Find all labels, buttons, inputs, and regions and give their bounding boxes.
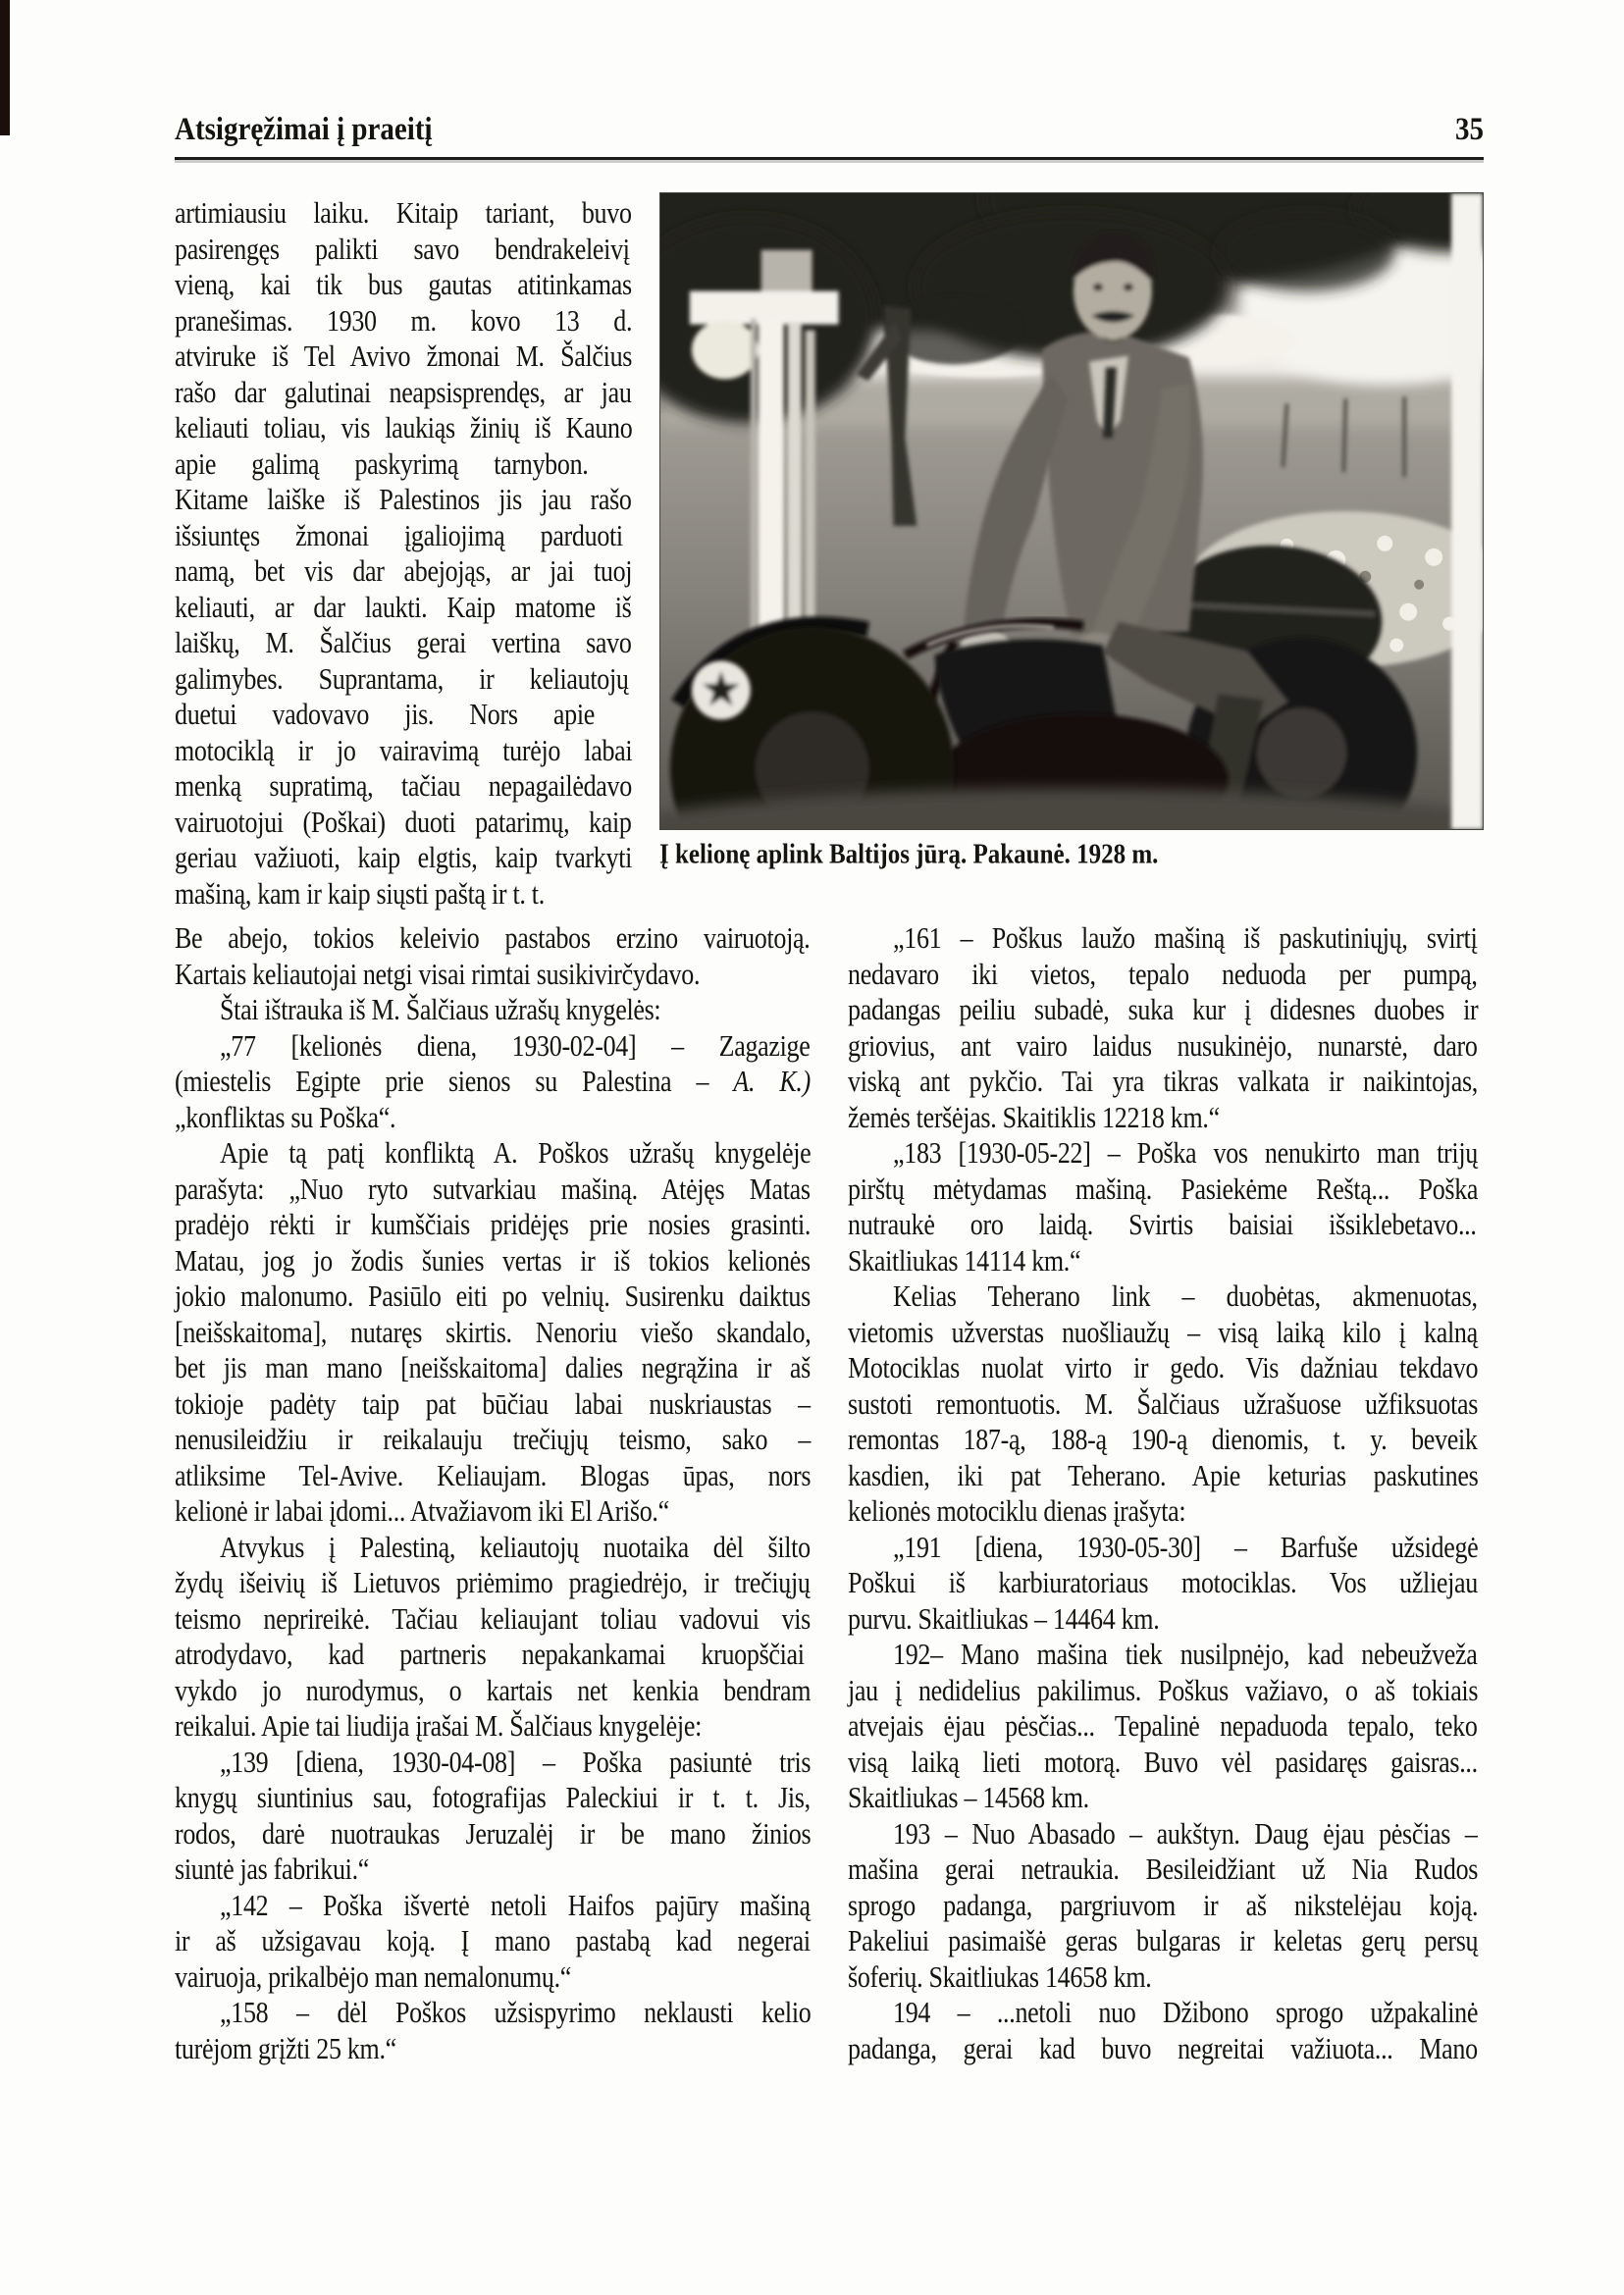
text-line-content: vietomis užverstas nuošliaužų – visą laiką kilo į kalną bbox=[848, 1315, 1478, 1349]
text-line-content: „161 – Poškus laužo mašiną iš paskutiniųjų, svirtį bbox=[893, 921, 1478, 955]
text-line-content: „konfliktas su Poška“. bbox=[175, 1100, 396, 1134]
text-line-content: namą, bet vis dar abejojąs, ar jai tuoj bbox=[175, 554, 633, 588]
text-line-content: Kartais keliautojai netgi visai rimtai susikivirčydavo. bbox=[175, 957, 701, 991]
text-line-content: pirštų mėtydamas mašiną. Pasiekėme Reštą... Poška bbox=[848, 1172, 1479, 1206]
text-line-content: žydų išeivių iš Lietuvos priėmimo pragiedrėjo, ir trečiųjų bbox=[175, 1566, 811, 1599]
text-line-content: pradėjo rėkti ir kumščiais pridėjęs prie nosies grasinti. bbox=[175, 1208, 812, 1241]
text-line-content: geriau važiuoti, kaip elgtis, kaip tvarkyti bbox=[175, 841, 633, 874]
photo-caption-text: Į kelionę aplink Baltijos jūrą. Pakaunė. 1928 m. bbox=[659, 839, 1159, 870]
star-emblem bbox=[692, 661, 751, 720]
text-line-content: atliksime Tel-Avive. Keliaujam. Blogas ūpas, nors bbox=[175, 1458, 812, 1492]
text-line-content: atviruke iš Tel Avivo žmonai M. Šalčius bbox=[175, 339, 633, 373]
text-line-content: „191 [diena, 1930-05-30] – Barfuše užsidegė bbox=[893, 1530, 1479, 1564]
text-line bbox=[175, 876, 632, 915]
text-line-content: vieną, kai tik bus gautas atitinkamas bbox=[175, 268, 632, 301]
text-line-content: purvu. Skaitliukas – 14464 km. bbox=[848, 1601, 1160, 1636]
text-line-content: teismo neprireikė. Tačiau keliaujant toliau vadovui vis bbox=[175, 1601, 812, 1636]
text-line-content: Poškui iš karbiuratoriaus motociklas. Vos užliejau bbox=[848, 1566, 1478, 1599]
paragraph bbox=[175, 1888, 811, 1999]
text-line-content: „158 – dėl Poškos užsispyrimo neklausti kelio bbox=[220, 1996, 812, 2029]
text-line-content: „139 [diena, 1930-04-08] – Poška pasiuntė tris bbox=[220, 1745, 812, 1779]
text-line-content: artimiausiu laiku. Kitaip tariant, buvo bbox=[175, 196, 632, 230]
text-line-content: sprogo padanga, pargriuvom ir aš nikstelėjau koją. bbox=[848, 1888, 1479, 1922]
text-line-content: mašina gerai netraukia. Besileidžiant už Nia Rudos bbox=[848, 1852, 1479, 1886]
paragraph bbox=[175, 1530, 812, 1747]
text-line-content: apie galimą paskyrimą tarnybon. bbox=[175, 446, 589, 481]
column-bottom-left bbox=[175, 923, 811, 2069]
paragraph bbox=[848, 1281, 1478, 1533]
text-line-content: Skaitliukas – 14568 km. bbox=[848, 1781, 1089, 1814]
text-line-content: [neišskaitoma], nutaręs skirtis. Nenoriu viešo skandalo, bbox=[175, 1315, 812, 1349]
page-header bbox=[175, 110, 1484, 153]
photo-image bbox=[660, 193, 1483, 829]
text-line-content: kelionė ir labai įdomi... Atvažiavom iki El Arišo.“ bbox=[175, 1494, 669, 1528]
paragraph bbox=[175, 1138, 811, 1533]
text-line-content: visą laiką lieti motorą. Buvo vėl pasidaręs gaisras... bbox=[848, 1745, 1478, 1779]
text-line-content: atrodydavo, kad partneris nepakankamai kruopščiai bbox=[175, 1638, 805, 1671]
text-line-content: siuntė jas fabrikui.“ bbox=[175, 1852, 370, 1886]
text-line-content: 193 – Nuo Abasado – aukštyn. Daug ėjau pėsčias – bbox=[893, 1816, 1478, 1851]
text-line-content: motociklą ir jo vairavimą turėjo labai bbox=[175, 733, 633, 767]
text-line-content: pranešimas. 1930 m. kovo 13 d. bbox=[175, 303, 633, 338]
text-line-content: bet jis man mano [neišskaitoma] dalies negrąžina ir aš bbox=[175, 1351, 811, 1384]
paragraph bbox=[848, 923, 1478, 1138]
text-line-content: (miestelis Egipte prie sienos su Palestina – A. K.) bbox=[175, 1065, 811, 1098]
text-line-content: parašyta: „Nuo ryto sutvarkiau mašiną. Atėjęs Matas bbox=[175, 1172, 811, 1206]
paragraph bbox=[848, 1530, 1479, 1641]
text-line-content: kelionės motociklu dienas įrašyta: bbox=[848, 1494, 1186, 1528]
text-line-content: Atvykus į Palestiną, keliautojų nuotaika dėl šilto bbox=[220, 1530, 811, 1564]
text-line-content: vairuoja, prikalbėjo man nemalonumų.“ bbox=[175, 1959, 572, 1994]
paragraph bbox=[848, 1816, 1479, 1999]
text-line-content: knygų siuntinius sau, fotografijas Paleckiui ir t. t. Jis, bbox=[175, 1781, 811, 1814]
text-line-content: vykdo jo nurodymus, o kartais net kenkia bendram bbox=[175, 1673, 812, 1707]
text-line-content: tokioje padėty taip pat būčiau labai nuskriaustas – bbox=[175, 1386, 811, 1421]
text-line-content: rodos, darė nuotraukas Jeruzalėj ir be mano žinios bbox=[175, 1816, 812, 1851]
text-line-content: padangas peiliu subadė, suka kur į didesnes duobes ir bbox=[848, 993, 1479, 1026]
text-line-content: mašiną, kam ir kaip siųsti paštą ir t. t. bbox=[175, 876, 545, 911]
text-line-content: Matau, jog jo žodis šunies vertas ir iš tokios kelionės bbox=[175, 1243, 811, 1278]
paragraph bbox=[175, 198, 632, 914]
text-line bbox=[175, 2031, 811, 2070]
text-line-content: Pakeliui pasimaišė geras bulgaras ir keletas gerų persų bbox=[848, 1924, 1479, 1957]
paragraph bbox=[175, 1747, 811, 1891]
text-line-content: „77 [kelionės diena, 1930-02-04] – Zagazige bbox=[220, 1028, 811, 1063]
column-top-left bbox=[175, 198, 632, 914]
text-line-content: menką supratimą, tačiau nepagailėdavo bbox=[175, 769, 632, 803]
running-title: Atsigręžimai į praeitį bbox=[175, 112, 433, 147]
photo-motorcycle-rider bbox=[659, 192, 1484, 830]
text-line-content: reikalui. Apie tai liudija įrašai M. Šalčiaus knygelėje: bbox=[175, 1709, 702, 1743]
paragraph bbox=[848, 1138, 1478, 1281]
paragraph bbox=[175, 1998, 811, 2069]
scan-edge-artifact bbox=[0, 0, 10, 135]
text-line-content: padanga, gerai kad buvo negreitai važiuota... Mano bbox=[848, 2031, 1478, 2065]
text-line-content: Motociklas nuolat virto ir gedo. Vis dažniau tekdavo bbox=[848, 1351, 1479, 1384]
text-line-content: turėjom grįžti 25 km.“ bbox=[175, 2031, 396, 2065]
text-line-content: griovius, ant vairo laidus nusukinėjo, nunarstė, daro bbox=[848, 1028, 1478, 1063]
paragraph bbox=[848, 1998, 1478, 2069]
text-line-content: remontas 187-ą, 188-ą 190-ą dienomis, t. y. beveik bbox=[848, 1423, 1478, 1456]
paragraph bbox=[848, 1640, 1478, 1819]
text-line-content: nutraukė oro laidą. Svirtis baisiai išsiklebetavo... bbox=[848, 1208, 1477, 1241]
text-line-content: „183 [1930-05-22] – Poška vos nenukirto man trijų bbox=[893, 1136, 1478, 1170]
text-line-content: Kelias Teherano link – duobėtas, akmenuotas, bbox=[893, 1279, 1478, 1313]
text-line-content: rašo dar galutinai neapsisprendęs, ar jau bbox=[175, 375, 632, 409]
text-line-content: kasdien, iki pat Teherano. Apie keturias paskutines bbox=[848, 1458, 1479, 1492]
text-line-content: žemės teršėjas. Skaitiklis 12218 km.“ bbox=[848, 1100, 1220, 1134]
text-line-content: jokio malonumo. Pasiūlo eiti po velnių. Susirenku daiktus bbox=[175, 1279, 811, 1313]
photo-caption bbox=[659, 840, 1484, 873]
text-line-content: pasirengęs palikti savo bendrakeleivį bbox=[175, 232, 630, 266]
text-line-content: „142 – Poška išvertė netoli Haifos pajūry mašiną bbox=[220, 1888, 811, 1922]
text-line-content: sustoti remontuotis. M. Šalčiaus užrašuose užfiksuotas bbox=[848, 1386, 1479, 1421]
paragraph bbox=[175, 923, 811, 995]
paragraph bbox=[175, 1028, 811, 1139]
text-line-content: šoferių. Skaitliukas 14658 km. bbox=[848, 1959, 1152, 1994]
text-line-content: jau į nedidelius pakilimus. Poškus važiavo, o aš tokiais bbox=[848, 1673, 1479, 1707]
text-line bbox=[848, 2031, 1478, 2070]
washed-edge bbox=[1451, 193, 1483, 829]
text-line-content: keliauti, ar dar laukti. Kaip matome iš bbox=[175, 590, 632, 624]
text-line-content: Kitame laiške iš Palestinos jis jau rašo bbox=[175, 483, 632, 516]
text-line-content: išsiuntęs žmonai įgaliojimą parduoti bbox=[175, 518, 623, 552]
text-line-content: vairuotojui (Poškai) duoti patarimų, kaip bbox=[175, 805, 632, 839]
text-line-content: nedavaro iki vietos, tepalo neduoda per pumpą, bbox=[848, 957, 1478, 991]
text-line-content: atvejais ėjau pėsčias... Tepalinė nepaduoda tepalo, teko bbox=[848, 1709, 1478, 1743]
text-line-content: ir aš užsigavau koją. Į mano pastabą kad negerai bbox=[175, 1924, 811, 1957]
header-rule bbox=[175, 157, 1484, 160]
page-number: 35 bbox=[1455, 112, 1484, 147]
text-line-content: laiškų, M. Šalčius gerai vertina savo bbox=[175, 626, 632, 659]
text-line-content: Štai ištrauka iš M. Šalčiaus užrašų knygelės: bbox=[220, 993, 661, 1026]
text-line-content: viską ant pykčio. Tai yra tikras valkata ir naikintojas, bbox=[848, 1065, 1478, 1098]
text-line-content: Skaitliukas 14114 km.“ bbox=[848, 1243, 1081, 1278]
text-line-content: duetui vadovavo jis. Nors apie bbox=[175, 698, 595, 731]
text-line-content: Apie tą patį konfliktą A. Poškos užrašų knygelėje bbox=[220, 1136, 812, 1170]
text-line-content: nenusileidžiu ir reikalauju trečiųjų teismo, sako – bbox=[175, 1423, 812, 1456]
text-line-content: 194 – ...netoli nuo Džibono sprogo užpakalinė bbox=[893, 1996, 1479, 2029]
text-line-content: 192– Mano mašina tiek nusilpnėjo, kad nebeužveža bbox=[893, 1638, 1478, 1671]
column-bottom-right bbox=[848, 923, 1478, 2069]
text-line-content: Be abejo, tokios keleivio pastabos erzino vairuotoją. bbox=[175, 921, 811, 955]
text-line-content: keliauti toliau, vis laukiąs žinių iš Kauno bbox=[175, 411, 633, 444]
text-line-content: galimybes. Suprantama, ir keliautojų bbox=[175, 661, 629, 696]
